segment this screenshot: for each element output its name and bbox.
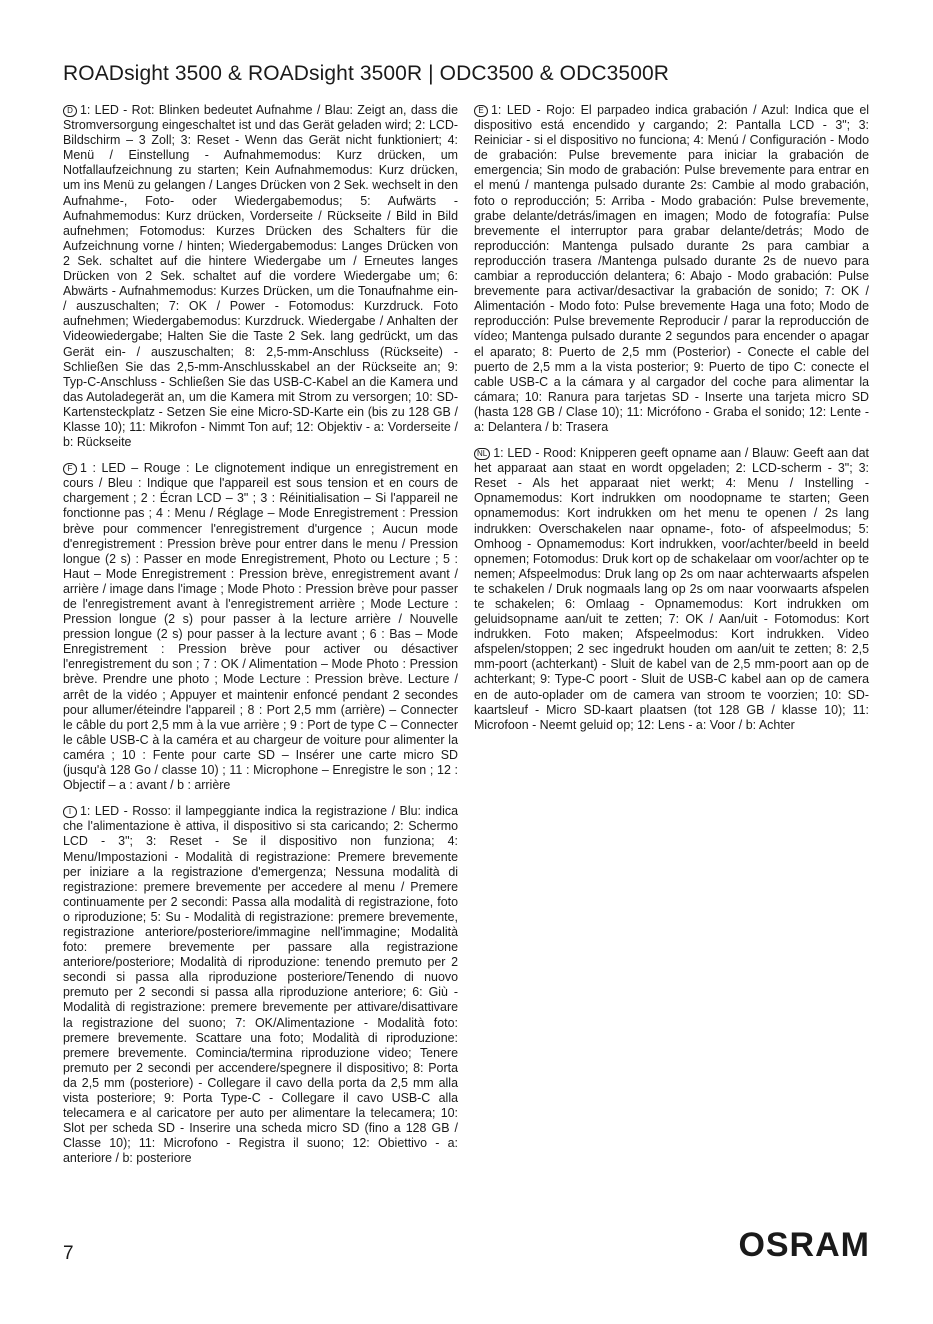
language-badge-it: I <box>63 806 77 818</box>
section-nl <box>474 446 869 733</box>
section-de-text: 1: LED - Rot: Blinken bedeutet Aufnahme / Blau: Zeigt an, dass die Stromversorgung eingeschaltet ist und das Gerät geladen wird; 2: LCD-Bildschirm – 3 Zoll; 3: Reset - Wenn das Gerät nicht funktioniert; 4: Menü / Einstellung - Aufnahmemodus: Kurz drücken, um Notfallaufzeichnung zu starten; Kein Aufnahmemodus: Kurz drücken, um ins Menü zu gelangen / Langes Drücken von 2 Sek. wechselt in den Aufnahme-, Foto- oder Wiedergabemodus; 5: Aufwärts - Aufnahmemodus: Kurz drücken, Vorderseite / Rückseite / Bild in Bild aufnehmen; Fotomodus: Kurzes Drücken des Schalters für die Aufzeichnung vorne / hinten; Wiedergabemodus: Langes Drücken von 2 Sek. schaltet auf die hintere Wiedergabe um / Erneutes langes Drücken von 2 Sek. schaltet auf die vordere Wiedergabe um; 6: Abwärts - Aufnahmemodus: Kurzes Drücken, um die Tonaufnahme ein- / auszuschalten; 7: OK / Power - Fotomodus: Kurzdruck. Foto aufnehmen; Wiedergabemodus: Kurzdruck. Wiedergabe / Anhalten der Videowiedergabe; Halten Sie die Taste 2 Sek. lang gedrückt, um das Gerät ein- / auszuschalten; 8: 2,5-mm-Anschluss (Rückseite) - Schließen Sie das 2,5-mm-Anschlusskabel an der Rückseite an; 9: Typ-C-Anschluss - Schließen Sie das USB-C-Kabel an die Kamera und das Autoladegerät an, um die Kamera mit Strom zu versorgen; 10: SD-Kartensteckplatz - Setzen Sie eine Micro-SD-Karte ein (bis zu 128 GB / Klasse 10); 11: Mikrofon - Nimmt Ton auf; 12: Objektiv - a: Vorderseite / b: Rückseite <box>63 103 458 450</box>
language-badge-es: E <box>474 105 488 117</box>
page-number: 7 <box>63 1243 74 1264</box>
right-column <box>474 103 869 744</box>
language-badge-de: D <box>63 105 77 117</box>
section-de <box>63 103 458 450</box>
language-badge-fr: F <box>63 463 77 475</box>
section-it <box>63 804 458 1166</box>
left-column <box>63 103 458 1177</box>
section-fr-text: 1 : LED – Rouge : Le clignotement indique un enregistrement en cours / Bleu : Indique que l'appareil est sous tension et en cours de chargement ; 2 : Écran LCD – 3" ; 3 : Réinitialisation – Si l'appareil ne fonctionne pas ; 4 : Menu / Réglage – Mode Enregistrement : Pression brève pour commencer l'enregistrement d'urgence ; Aucun mode d'enregistrement : Pression brève pour entrer dans le menu / Pression longue (2 s) : Passer en mode Enregistrement, Photo ou Lecture ; 5 : Haut – Mode Enregistrement : Pression brève, enregistrement avant / arrière / image dans l'image ; Mode Photo : Pression brève pour passer de l'enregistrement avant à l'enregistrement arrière ; Mode Lecture : Pression longue (2 s) pour passer à la lecture arrière / Nouvelle pression longue (2 s) pour passer à la lecture avant ; 6 : Bas – Mode Enregistrement : Pression brève pour activer ou désactiver l'enregistrement du son ; 7 : OK / Alimentation – Mode Photo : Pression brève. Prendre une photo ; Mode Lecture : Pression brève. Lecture / arrêt de la vidéo ; Appuyer et maintenir enfoncé pendant 2 secondes pour allumer/éteindre l'appareil ; 8 : Port 2,5 mm (arrière) – Connecter le câble du port 2,5 mm à la vue arrière ; 9 : Port de type C – Connecter le câble USB-C à la caméra et au chargeur de voiture pour alimenter la caméra ; 10 : Fente pour carte SD – Insérer une carte micro SD (jusqu'à 128 Go / classe 10) ; 11 : Microphone – Enregistre le son ; 12 : Objectif – a : avant / b : arrière <box>63 461 458 793</box>
section-fr <box>63 461 458 793</box>
section-nl-text: 1: LED - Rood: Knipperen geeft opname aan / Blauw: Geeft aan dat het apparaat aan staat en wordt opgeladen; 2: LCD-scherm - 3"; 3: Reset - Als het apparaat niet werkt; 4: Menu / Instelling - Opnamemodus: Kort indrukken om noodopname te starten; Geen opnamemodus: Kort indrukken om het menu te openen / 2s lang indrukken: Overschakelen naar opname-, foto- of afspeelmodus; 5: Omhoog - Opnamemodus: Kort indrukken, voor/achter/beeld in beeld opnemen; Fotomodus: Druk kort op de schakelaar om voor/achter op te nemen; Afspeelmodus: Druk lang op 2s om naar achterwaarts afspelen te schakelen / Druk nogmaals lang op 2s om naar voorwaarts afspelen te schakelen; 6: Omlaag - Opnamemodus: Kort indrukken om geluidsopname aan/uit te zetten; 7: OK / Aan/uit - Fotomodus: Kort indrukken. Foto maken; Afspeelmodus: Kort indrukken. Video afspelen/stoppen; 2 sec ingedrukt houden om aan/uit te zetten; 8: 2,5 mm-poort (achterkant) - Sluit de kabel van de 2,5 mm-poort aan op de achterkant; 9: Type-C poort - Sluit de USB-C kabel aan op de camera en de auto-oplader om de camera van stroom te voorzien; 10: SD-kaartsleuf - Micro SD-kaart plaatsen (tot 128 GB / klasse 10); 11: Microfoon - Neemt geluid op; 12: Lens - a: Voor / b: Achter <box>474 446 869 732</box>
section-es-text: 1: LED - Rojo: El parpadeo indica grabación / Azul: Indica que el dispositivo está encendido y cargando; 2: Pantalla LCD - 3"; 3: Reiniciar - si el dispositivo no funciona; 4: Menú / Configuración - Modo de grabación: Pulse brevemente para iniciar la grabación de emergencia; Sin modo de grabación: Pulse brevemente para entrar en el menú / mantenga pulsado durante 2s: Cambie al modo grabación, foto o reproducción; 5: Arriba - Modo grabación: Pulse brevemente, grabe delante/detrás/imagen en imagen; Modo de fotografía: Pulse brevemente el interruptor para grabar delante/detrás; Modo de reproducción: Mantenga pulsado durante 2s para cambiar a reproducción trasera /Mantenga pulsado durante 2s de nuevo para cambiar a reproducción delantera; 6: Abajo - Modo grabación: Pulse brevemente para activar/desactivar la grabación de sonido; 7: OK / Alimentación - Modo foto: Pulse brevemente Haga una foto; Modo de reproducción: Pulse brevemente Reproducir / parar la reproducción de vídeo; Mantenga pulsado durante 2 segundos para encender o apagar el aparato; 8: Puerto de 2,5 mm (Posterior) - Conecte el cable del puerto de 2,5 mm a la vista posterior; 9: Puerto de tipo C: conecte el cable USB-C a la cámara y al cargador del coche para alimentar la cámara; 10: Ranura para tarjetas SD - Inserte una tarjeta micro SD (hasta 128 GB / Clase 10); 11: Micrófono - Graba el sonido; 12: Lente - a: Delantera / b: Trasera <box>474 103 869 434</box>
section-es <box>474 103 869 435</box>
section-it-text: 1: LED - Rosso: il lampeggiante indica la registrazione / Blu: indica che l'alimentazione è attiva, il dispositivo si sta caricando; 2: Schermo LCD - 3"; 3: Reset - Se il dispositivo non funziona; 4: Menu/Impostazioni - Modalità di registrazione: Premere brevemente per iniziare a la registrazione d'emergenza; Nessuna modalità di registrazione: premere brevemente per accedere al menu / Premere continuamente per 2 secondi: Passa alla modalità di registrazione, foto o riproduzione; 5: Su - Modalità di registrazione: premere brevemente, registrazione anteriore/posteriore/immagine nell'immagine; Modalità foto: premere brevemente per passare alla registrazione anteriore/posteriore; Modalità di riproduzione: tenendo premuto per 2 secondi si passa alla riproduzione posteriore/Tenendo di nuovo premuto per 2 secondi si passa alla riproduzione anteriore; 6: Giù - Modalità di registrazione: premere brevemente per attivare/disattivare la registrazione del suono; 7: OK/Alimentazione - Modalità foto: premere brevemente. Scattare una foto; Modalità di riproduzione: premere brevemente. Comincia/termina riproduzione video; Tenere premuto per 2 secondi per accendere/spegnere il dispositivo; 8: Porta da 2,5 mm (posteriore) - Collegare il cavo della porta da 2,5 mm alla vista posteriore; 9: Porta Type-C - Collegare il cavo USB-C alla telecamera e al caricatore per auto per alimentare la telecamera; 10: Slot per scheda SD - Inserire una scheda micro SD (fino a 128 GB / Classe 10); 11: Microfono - Registra il suono; 12: Obiettivo - a: anteriore / b: posteriore <box>63 804 458 1166</box>
osram-logo: OSRAM <box>738 1226 870 1264</box>
page-title: ROADsight 3500 & ROADsight 3500R | ODC3500 & ODC3500R <box>63 62 670 85</box>
language-badge-nl: NL <box>474 448 490 460</box>
